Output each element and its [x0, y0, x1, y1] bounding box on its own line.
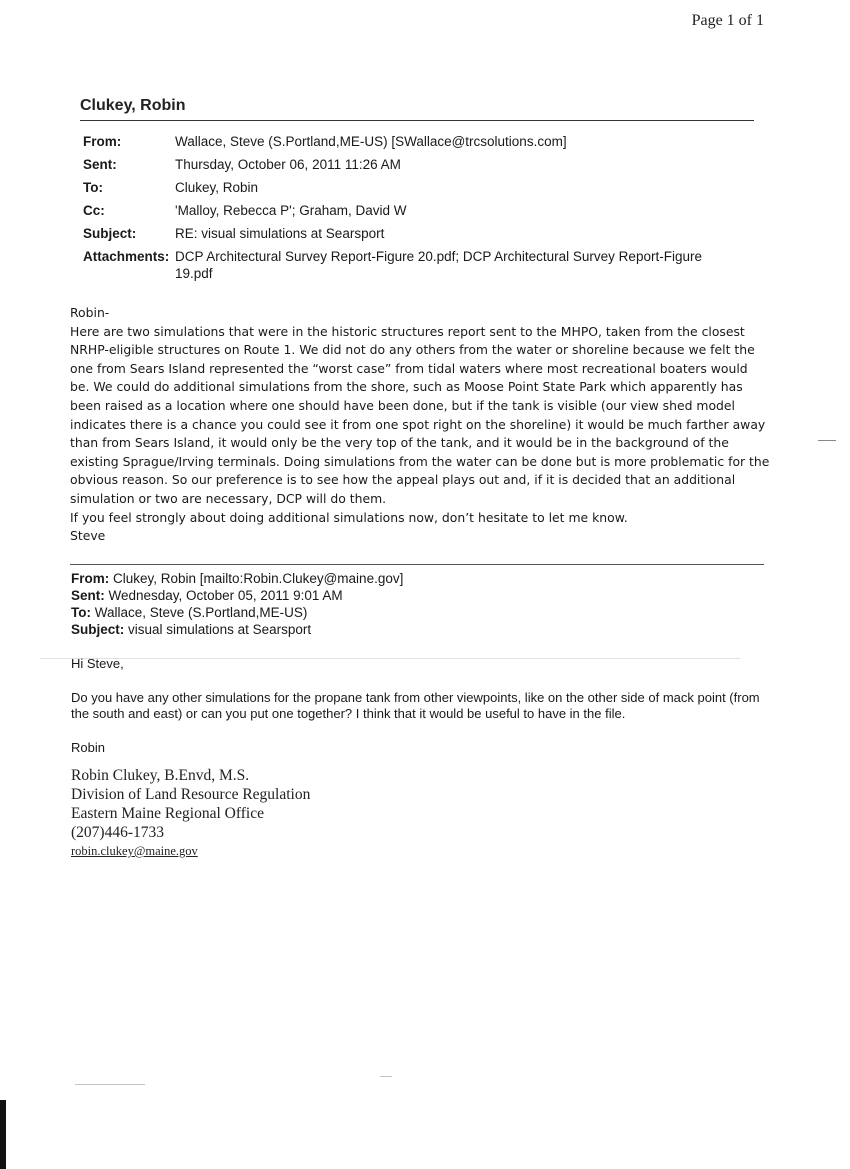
fwd-row-from [71, 570, 403, 587]
header-divider [80, 120, 754, 121]
attachments-value: DCP Architectural Survey Report-Figure 20.pdf; DCP Architectural Survey Report-Figure 19.pdf [175, 249, 702, 281]
fwd-subject-value: visual simulations at Searsport [128, 622, 312, 637]
reply-paragraph: Here are two simulations that were in the historic structures report sent to the MHPO, taken from the closest NRHP-eligible structures on Route 1. We did not do any others from the water or shoreline because we felt the one from Sears Island represented the “worst case” from tidal waters where most recreational boaters would be. We could do additional simulations from the shore, such as Moose Point State Park which apparently has been raised as a location where one should have been done, but if the tank is visible (our view shed model indicates there is a chance you could see it from one spot right on the shoreline) it would be much farther away than from Sears Island, it would only be the very top of the tank, and it would be in the background of the existing Sprague/Irving terminals. Doing simulations from the water can be done but is more problematic for the obvious reason. So our preference is to see how the appeal plays out and, if it is decided that an additional simulation or two are necessary, DCP will do them. [70, 323, 770, 506]
reply-paragraph: If you feel strongly about doing additional simulations now, don’t hesitate to let me know. [70, 509, 628, 525]
header-row-attachments [83, 248, 743, 282]
subject-label: Subject: [83, 226, 137, 241]
fwd-sent-label: Sent: [71, 588, 105, 603]
header-row-cc [83, 202, 743, 219]
from-label: From: [83, 134, 122, 149]
sent-value: Thursday, October 06, 2011 11:26 AM [175, 157, 401, 172]
scan-speck [380, 1076, 392, 1077]
forward-divider [70, 564, 764, 565]
forwarded-body [71, 656, 771, 773]
reply-greeting: Robin- [70, 305, 110, 320]
signature-division: Division of Land Resource Regulation [71, 786, 311, 803]
fwd-row-to [71, 604, 403, 621]
fwd-from-value: Clukey, Robin [mailto:Robin.Clukey@maine.gov] [113, 571, 404, 586]
fwd-greeting: Hi Steve, [71, 656, 124, 671]
fwd-to-label: To: [71, 605, 91, 620]
header-row-from [83, 133, 743, 150]
cc-label: Cc: [83, 203, 105, 218]
from-value: Wallace, Steve (S.Portland,ME-US) [SWallace@trcsolutions.com] [175, 134, 567, 149]
header-row-sent [83, 156, 743, 173]
fwd-from-label: From: [71, 571, 110, 586]
reply-signoff: Steve [70, 528, 106, 544]
fwd-signoff: Robin [71, 739, 105, 755]
signature-name: Robin Clukey, B.Envd, M.S. [71, 767, 250, 784]
sent-label: Sent: [83, 157, 117, 172]
email-signature [71, 766, 310, 861]
page-number: Page 1 of 1 [691, 12, 764, 29]
fwd-sent-value: Wednesday, October 05, 2011 9:01 AM [108, 588, 343, 603]
scan-edge [0, 1100, 6, 1169]
scan-speck [818, 440, 836, 441]
reply-body [70, 304, 770, 546]
signature-phone: (207)446-1733 [71, 824, 164, 841]
fwd-subject-label: Subject: [71, 622, 125, 637]
attachments-label: Attachments: [83, 249, 170, 264]
fwd-row-sent [71, 587, 403, 604]
email-header [83, 133, 743, 288]
to-label: To: [83, 180, 103, 195]
forwarded-header [71, 570, 403, 638]
mailbox-owner: Clukey, Robin [80, 97, 186, 114]
header-row-subject [83, 225, 743, 242]
header-row-to [83, 179, 743, 196]
to-value: Clukey, Robin [175, 180, 259, 195]
signature-email-link[interactable]: robin.clukey@maine.gov [71, 844, 198, 858]
fwd-paragraph: Do you have any other simulations for the propane tank from other viewpoints, like on the other side of mack point (from the south and east) or can you put one together? I think that it would be useful to have in the file. [71, 689, 760, 721]
cc-value: 'Malloy, Rebecca P'; Graham, David W [175, 203, 407, 218]
signature-office: Eastern Maine Regional Office [71, 805, 264, 822]
fwd-row-subject [71, 621, 403, 638]
fwd-to-value: Wallace, Steve (S.Portland,ME-US) [94, 605, 308, 620]
scan-speck [40, 658, 740, 659]
scan-speck [75, 1084, 145, 1085]
subject-value: RE: visual simulations at Searsport [175, 226, 385, 241]
